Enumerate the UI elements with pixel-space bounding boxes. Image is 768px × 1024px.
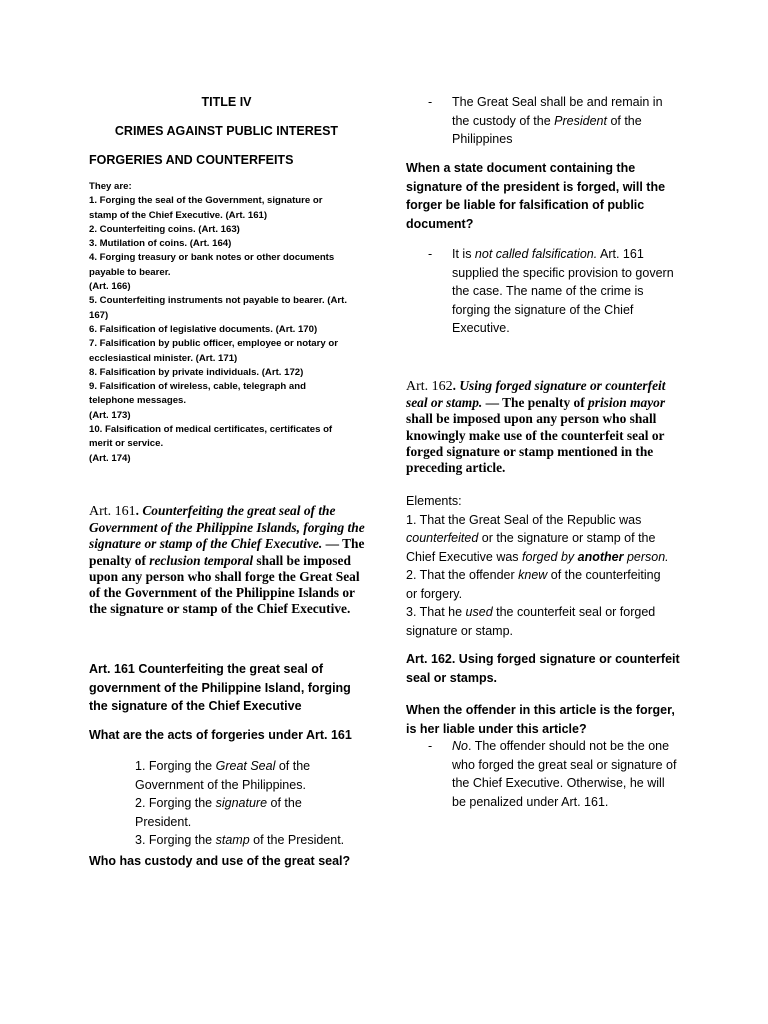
state-document-answer — [406, 245, 680, 340]
element-item: 1. That the Great Seal of the Republic was counterfeited or the signature or stamp of the Chief Executive was forged by another person. — [406, 512, 669, 564]
act-item: 2. Forging the signature of the President. — [135, 796, 302, 829]
custody-text: The Great Seal shall be and remain in the custody of the President of the Philippines — [452, 95, 663, 146]
offender-emphasis: No — [452, 739, 468, 753]
state-document-text: It is not called falsification. Art. 161 supplied the specific provision to govern the case. The name of the crime is forging the signature of the Chief Executive. — [452, 247, 674, 335]
subtitle: CRIMES AGAINST PUBLIC INTEREST — [114, 124, 339, 138]
art-161-text: Art. 161. Counterfeiting the great seal of the Government of the Philippine Islands, forging the signature or stamp of the Chief Executive. — The penalty of reclusion temporal shall be imposed upon any person who shall forge the Great Seal of the Government of the Philippine Islands or the signature or stamp of the Chief Executive. — [89, 503, 365, 617]
list-item: 9. Falsification of wireless, cable, telegraph and telephone messages. — [89, 381, 306, 407]
art-161-heading: Counterfeiting the great seal of the Government of the Philippine Islands, forging the signature or stamp of the Chief Executive. — [89, 503, 365, 552]
art-161-body: shall be imposed upon any person who shall forge the Great Seal of the Government of the Philippine Islands or the signature or stamp of the Chief Executive. — [89, 552, 360, 617]
act-emphasis: signature — [215, 796, 268, 810]
art-162-number: Art. 162 — [406, 379, 453, 394]
act-item: 3. Forging the stamp of the President. — [135, 833, 345, 847]
act-item: 1. Forging the Great Seal of the Government of the Philippines. — [135, 759, 311, 792]
art-162-text: Art. 162. Using forged signature or counterfeit seal or stamp. — The penalty of prision mayor shall be imposed upon any person who shall knowingly make use of the counterfeit seal or forged signature or stamp mentioned in the preceding article. — [406, 378, 666, 476]
dash-bullet: - — [428, 739, 433, 753]
question-acts: What are the acts of forgeries under Art. 161 — [89, 728, 352, 742]
question-offender: When the offender in this article is the forger, is her liable under this article? — [406, 703, 675, 736]
art-162-penalty: prision mayor — [588, 395, 666, 411]
art-162-body: shall be imposed upon any person who shall knowingly make use of the counterfeit seal or forged signature or stamp mentioned in the preceding article. — [406, 411, 665, 476]
element-item: 3. That he used the counterfeit seal or forged signature or stamp. — [406, 605, 656, 638]
custody-emphasis: President — [554, 113, 607, 128]
custody-answer — [406, 93, 680, 153]
art-161-number: Art. 161 — [89, 504, 136, 519]
dash-bullet: - — [428, 247, 433, 261]
art-162-title: Art. 162. Using forged signature or counterfeit seal or stamps. — [406, 652, 680, 685]
list-item: 1. Forging the seal of the Government, signature or stamp of the Chief Executive. (Art. 161) — [89, 195, 323, 221]
list-item: 4. Forging treasury or bank notes or other documents payable to bearer. — [89, 252, 335, 278]
list-intro: They are: — [89, 181, 132, 192]
question-custody: Who has custody and use of the great seal? — [89, 854, 351, 868]
list-item: 6. Falsification of legislative documents. (Art. 170) — [89, 323, 318, 335]
offender-text: No. The offender should not be the one who forged the great seal or signature of the Chief Executive. Otherwise, he will be penalized under Art. 161. — [452, 739, 677, 809]
elements-list — [406, 492, 674, 640]
art-161-penalty: reclusion temporal — [149, 552, 254, 568]
section-heading: FORGERIES AND COUNTERFEITS — [89, 153, 294, 167]
element-item: 2. That the offender knew of the counterfeiting or forgery. — [406, 568, 661, 601]
dash-bullet: - — [428, 95, 433, 109]
elements-label: Elements: — [406, 494, 462, 508]
art-162-dash: — The penalty of — [482, 395, 589, 411]
forgeries-list — [89, 180, 351, 466]
list-item: (Art. 166) — [89, 281, 131, 293]
act-emphasis: stamp — [215, 833, 250, 847]
list-item: 8. Falsification by private individuals. (Art. 172) — [89, 366, 304, 378]
title: TITLE IV — [201, 95, 252, 109]
answer-emphasis: not called falsification. — [474, 247, 598, 261]
offender-answer — [406, 737, 680, 817]
list-item: 3. Mutilation of coins. (Art. 164) — [89, 238, 232, 250]
list-item: 5. Counterfeiting instruments not payable to bearer. (Art. 167) — [89, 295, 348, 321]
list-item: (Art. 173) — [89, 409, 131, 421]
list-item: 7. Falsification by public officer, employee or notary or ecclesiastical minister. (Art. 171) — [89, 338, 338, 364]
question-state-document: When a state document containing the signature of the president is forged, will the forger be liable for falsification of public document? — [406, 161, 666, 231]
list-item: 2. Counterfeiting coins. (Art. 163) — [89, 223, 240, 235]
act-emphasis: Great Seal — [215, 759, 276, 773]
art-161-dash: — The penalty of — [89, 536, 365, 568]
acts-list — [135, 757, 361, 850]
art-162-heading: Using forged signature or counterfeit seal or stamp. — [406, 378, 666, 411]
list-item: 10. Falsification of medical certificates, certificates of merit or service. — [89, 424, 333, 450]
art-161-title: Art. 161 Counterfeiting the great seal of government of the Philippine Island, forging the signature of the Chief Executive — [89, 662, 351, 713]
list-item: (Art. 174) — [89, 452, 131, 464]
